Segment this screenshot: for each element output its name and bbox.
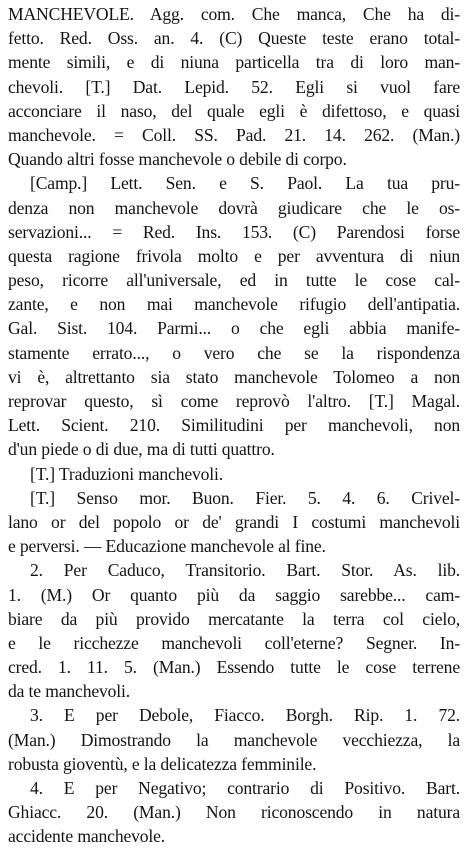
entry-line: peso, ricorre all'universale, ed in tutte le cose cal- [8, 270, 460, 291]
entry-line: [Camp.] Lett. Sen. e S. Paol. La tua pru- [30, 173, 460, 194]
entry-line: stamente errato..., o vero che se la rispondenza [8, 342, 460, 363]
entry-line: 3. E per Debole, Fiacco. Borgh. Rip. 1. 72. [30, 705, 460, 726]
entry-line: manchevole. = Coll. SS. Pad. 21. 14. 262. (Man.) [8, 124, 460, 145]
entry-line: reprovar questo, sì come reprovò l'altro. [T.] Magal. [8, 391, 460, 411]
entry-line: da te manchevoli. [8, 681, 131, 702]
entry-line: [T.] Traduzioni manchevoli. [30, 463, 224, 484]
entry-line: mente simili, e di niuna particella tra di loro man- [8, 52, 460, 73]
entry-line: fetto. Red. Oss. an. 4. (C) Queste teste erano total- [8, 28, 460, 49]
entry-line: robusta gioventù, e la delicatezza femminile. [8, 753, 317, 774]
entry-line: zante, e non mai manchevole rifugio dell'antipatia. [8, 294, 460, 315]
entry-line: Quando altri fosse manchevole o debile di corpo. [8, 149, 347, 170]
entry-line: lano or del popolo or de' grandi I costumi manchevoli [8, 511, 460, 532]
entry-line: chevoli. [T.] Dat. Lepid. 52. Egli si vuol fare [8, 76, 460, 97]
entry-line: acconciare il naso, del quale egli è difettoso, e quasi [8, 100, 460, 121]
entry-line: accidente manchevole. [8, 826, 166, 847]
entry-line: 1. (M.) Or quanto più da saggio sarebbe... cam- [8, 584, 460, 605]
entry-line: cred. 1. 11. 5. (Man.) Essendo tutte le cose terrene [8, 657, 460, 678]
entry-line: Lett. Scient. 210. Similitudini per manchevoli, non [8, 415, 460, 436]
entry-line: 2. Per Caduco, Transitorio. Bart. Stor. As. lib. [30, 560, 460, 581]
entry-line: e le ricchezze manchevoli coll'eterne? Segner. In- [8, 632, 460, 653]
entry-line: 4. E per Negativo; contrario di Positivo. Bart. [30, 778, 460, 798]
entry-line: vi è, altrettanto sia stato manchevole Tolomeo a non [8, 366, 460, 387]
entry-line: denza non manchevole dovrà giudicare che le os- [8, 197, 460, 218]
entry-line: questa ragione frivola molto e per avventura di niun [8, 245, 460, 266]
entry-line: Ghiacc. 20. (Man.) Non riconoscendo in natura [8, 802, 460, 823]
entry-line: d'un piede o di due, ma di tutti quattro. [8, 439, 275, 460]
entry-line: MANCHEVOLE. Agg. com. Che manca, Che ha di- [8, 4, 460, 24]
entry-line: (Man.) Dimostrando la manchevole vecchiezza, la [8, 729, 460, 750]
entry-line: Gal. Sist. 104. Parmi... o che egli abbia manife- [8, 318, 460, 339]
entry-line: servazioni... = Red. Ins. 153. (C) Parendosi forse [8, 221, 460, 242]
entry-line: [T.] Senso mor. Buon. Fier. 5. 4. 6. Crivel- [30, 487, 460, 508]
entry-line: e perversi. — Educazione manchevole al fine. [8, 536, 326, 557]
entry-line: biare da più provido mercatante la terra col cielo, [8, 608, 460, 629]
